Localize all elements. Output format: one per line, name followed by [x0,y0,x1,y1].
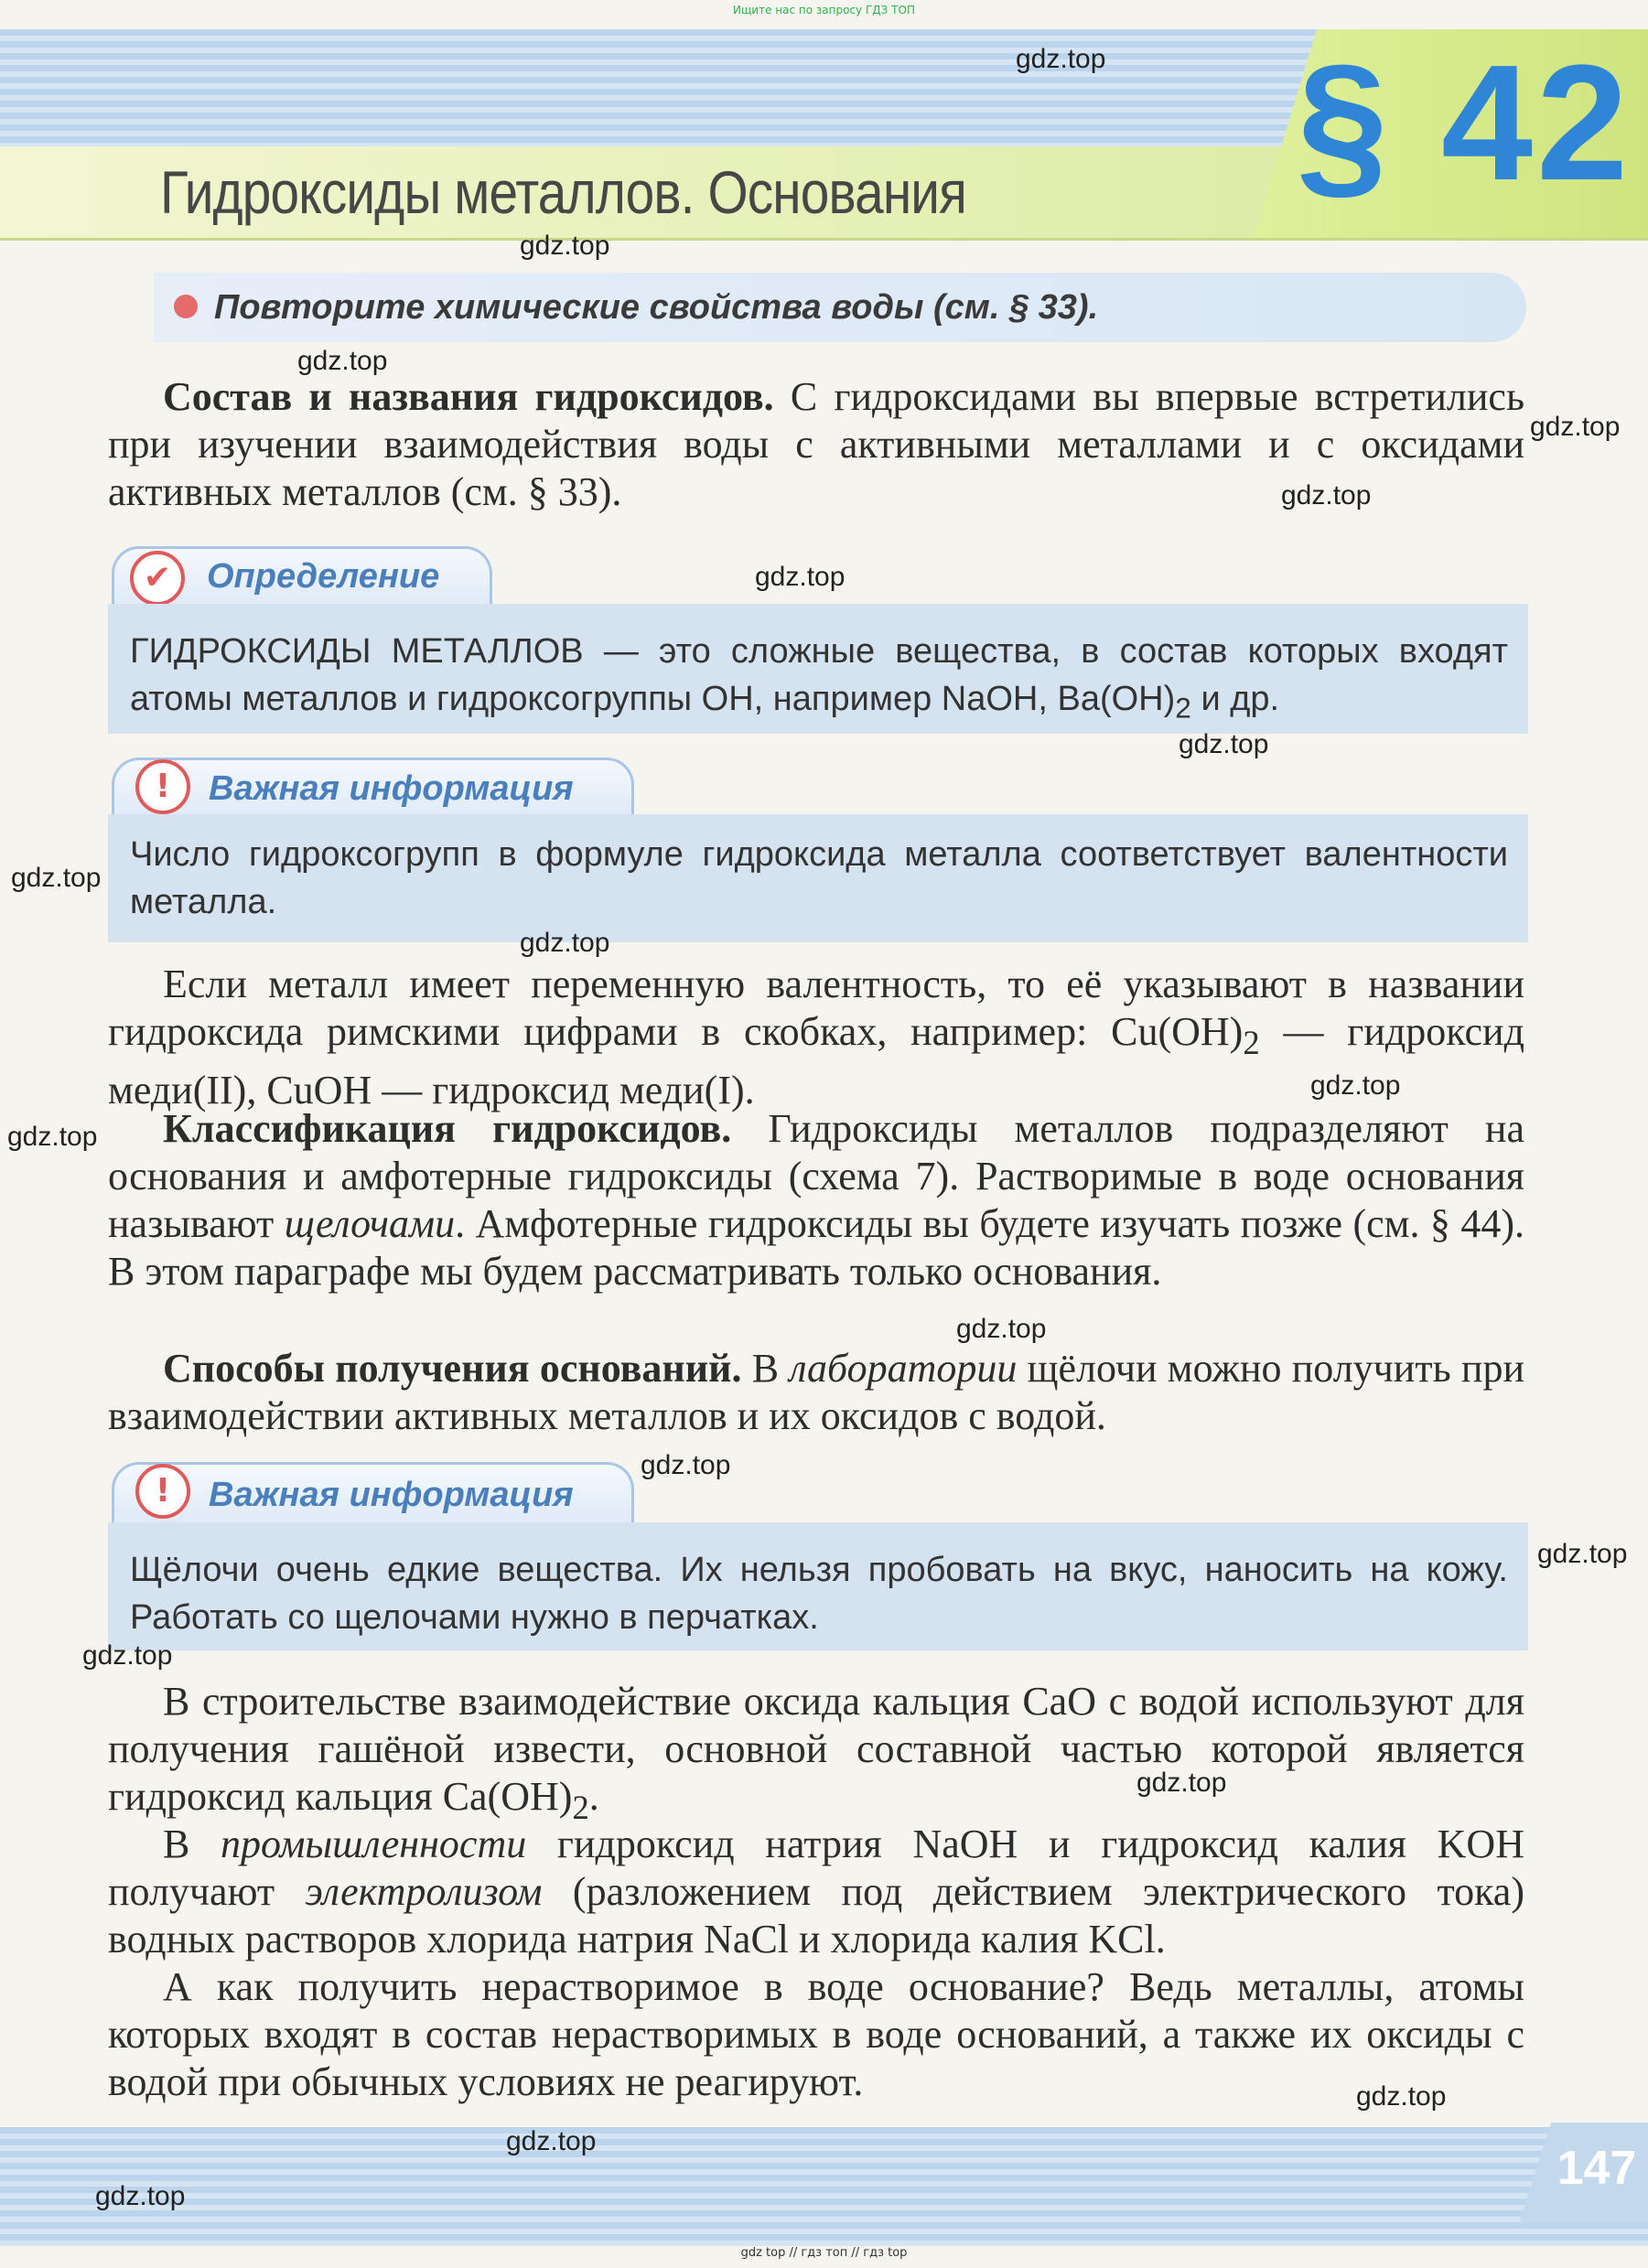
paragraph-obtaining: Способы получения оснований. В лаборатории щёлочи можно получить при взаимодействии активных металлов и их оксидов с водой. [108,1346,1525,1438]
paragraph-heading: Классификация гидроксидов. [163,1106,732,1151]
paragraph-heading: Способы получения оснований. [163,1346,742,1391]
section-number: § 42 [1296,31,1632,215]
watermark: gdz.top [641,1450,731,1480]
paragraph-text: С гидроксидами вы впервые встретились при изучении взаимодействия воды с активными металлами и с оксидами активных металлов (см. § 33). [108,374,1525,514]
page-number: 147 [1556,2142,1637,2195]
watermark: gdz.top [956,1314,1047,1344]
paragraph-industry: В промышленности гидроксид натрия NaOH и гидроксид калия KOH получают электролизом (разложением под действием электрического тока) водных растворов хлорида натрия NaCl и хлорида калия KCl. [108,1822,1524,1962]
page-title: Гидроксиды металлов. Основания [160,158,967,226]
definition-label: Определение [207,557,440,596]
watermark: gdz.top [1016,44,1106,74]
exclamation-icon: ! [135,1464,190,1519]
paragraph-construction: В строительстве взаимодействие оксида кальция CaO с водой используют для получения гашёной извести, основной составной частью которой является гидроксид кальция $Ca(OH)_2$. [108,1679,1524,1826]
check-icon: ✔ [130,551,185,606]
important-label-1: Важная информация [209,769,574,808]
watermark: gdz.top [755,562,846,592]
footer-band [0,2127,1648,2246]
top-note: Ищите нас по запросу ГДЗ ТОП [733,4,915,16]
watermark: gdz.top [297,346,388,376]
important-label-2: Важная информация [209,1476,574,1514]
paragraph-heading: Состав и названия гидроксидов. [163,374,774,419]
watermark: gdz.top [1530,412,1621,442]
paragraph-classification: Классификация гидроксидов. Гидроксиды металлов подразделяют на основания и амфотерные гидроксиды (схема 7). Растворимые в воде основания называют щелочами. Амфотерные гидроксиды вы будете изучать позже (см. § 44). В этом параграфе мы будем рассматривать только основания. [108,1106,1525,1294]
important-text-1: Число гидроксогрупп в формуле гидроксида металла соответствует валентности металла. [130,835,1508,921]
watermark: gdz.top [11,863,102,893]
watermark: gdz.top [520,231,610,261]
watermark: gdz.top [1281,480,1372,511]
definition-box [108,604,1528,734]
exclamation-icon: ! [135,759,190,814]
watermark: gdz.top [7,1122,98,1152]
definition-text: ГИДРОКСИДЫ МЕТАЛЛОВ — это сложные вещества, в состав которых входят атомы металлов и гидроксогруппы OH, например NaOH, $Ba(OH)_2$ и др. [130,632,1508,725]
watermark: gdz.top [1179,729,1269,759]
bottom-note: gdz top // гдз топ // гдз top [740,2246,908,2260]
watermark: gdz.top [520,928,610,958]
important-box-2 [108,1522,1528,1650]
bullet-icon [174,295,198,318]
important-text-2: Щёлочи очень едкие вещества. Их нельзя пробовать на вкус, наносить на кожу. Работать со щелочами нужно в перчатках. [130,1551,1508,1637]
watermark: gdz.top [82,1640,173,1671]
watermark: gdz.top [1310,1070,1401,1101]
paragraph-question: А как получить нерастворимое в воде основание? Ведь металлы, атомы которых входят в состав нерастворимых в воде оснований, а также их оксиды с водой при обычных условиях не реагируют. [108,1964,1524,2104]
watermark: gdz.top [506,2126,597,2156]
watermark: gdz.top [1537,1539,1628,1569]
watermark: gdz.top [1356,2081,1447,2112]
watermark: gdz.top [95,2181,186,2211]
paragraph-valence: Если металл имеет переменную валентность, то её указывают в названии гидроксида римскими цифрами в скобках, например: $Cu(OH)_2$ — гидроксид меди(II), CuOH — гидроксид меди(I). [108,962,1524,1113]
important-box-1 [108,814,1528,942]
watermark: gdz.top [1136,1768,1227,1798]
repeat-note: Повторите химические свойства воды (см. § 33). [214,288,1099,327]
